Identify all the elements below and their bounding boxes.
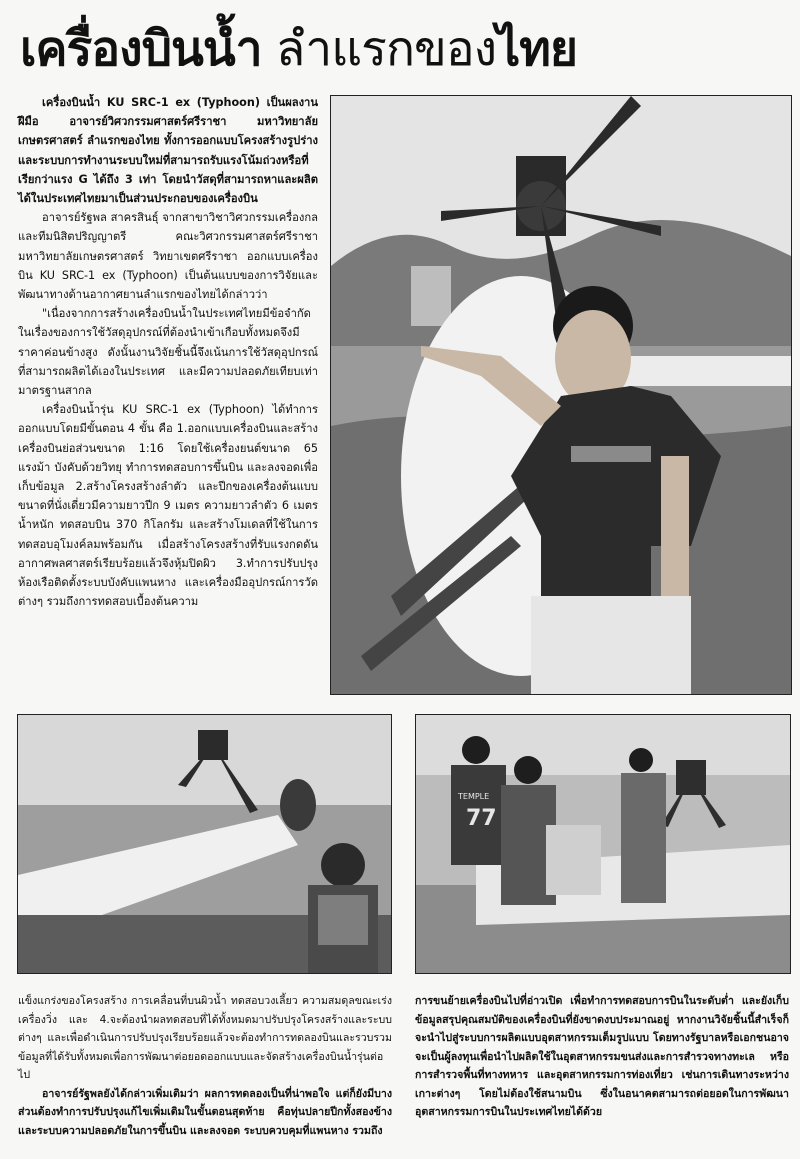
article-paragraph-4: เครื่องบินน้ำรุ่น KU SRC-1 ex (Typhoon) ได้ทำการออกแบบโดยมีขั้นตอน 4 ขั้น คือ 1.ออกแบบเครื่องบินและสร้างเครื่องบินย่อส่วนขนาด 1:16 โดยใช้เครื่องยนต์ขนาด 65 แรงม้า บังคับด้วยวิทยุ ทำการทดสอบการขึ้นบิน และลงจอดเพื่อเก็บข้อมูล 2.สร้างโครงสร้างลำตัว และปีกของเครื่องต้นแบบขนาดที่นั่งเดี่ยวมีความยาวปีก 9 เมตร ความยาวลำตัว 6 เมตร น้ำหนัก ทดสอบบิน 370 กิโลกรัม และสร้างโมเดลที่ใช้ในการทดสอบอุโมงค์ลมพร้อมกัน เมื่อสร้างโครงสร้างที่รับแรงกดดันอากาศพลศาสตร์เรียบร้อยแล้วจึงหุ้มปิดผิว 3.ทำการปรับปรุงห้องเรือติดตั้งระบบบังคับแพนหาง และเครื่องมืออุปกรณ์การวัดต่างๆ รวมถึงการทดสอบเบื้องต้นความ xyxy=(18,403,318,609)
article-paragraph-6: อาจารย์รัฐพลยังได้กล่าวเพิ่มเติมว่า ผลการทดลองเป็นที่น่าพอใจ แต่ก็ยังมีบางส่วนต้องทำการปรับปรุงแก้ไขเพิ่มเติมในขั้นตอนสุดท้าย คือทุ่นปลายปีกทั้งสองข้าง และระบบความปลอดภัยในการขึ้นบิน และลงจอด ระบบควบคุมที่แพนหาง รวมถึง xyxy=(18,1087,392,1137)
headline xyxy=(20,14,780,84)
photo-wing-inspection xyxy=(17,714,392,974)
headline-part-1: เครื่องบินน้ำ xyxy=(20,21,262,77)
shirt-number: 77 xyxy=(466,806,497,831)
headline-part-2: ลำแรกของ xyxy=(261,21,497,77)
article-paragraph-5: แข็งแกร่งของโครงสร้าง การเคลื่อนที่บนผิวน้ำ ทดสอบวงเลี้ยว ความสมดุลขณะเร่งเครื่องวิ่ง และ 4.จะต้องนำผลทดสอบที่ได้ทั้งหมดมาปรับปรุงโครงสร้างและระบบต่างๆ และเพื่อดำเนินการปรับปรุงเรียบร้อยแล้วจะต้องทำการทดลองบินและรวบรวมข้อมูลที่ได้รับทั้งหมดเพื่อการพัฒนาต่อยอดออกแบบและจัดสร้างเครื่องบินน้ำรุ่นต่อไป xyxy=(18,995,392,1081)
article-paragraph-3: "เนื่องจากการสร้างเครื่องบินน้ำในประเทศไทยมีข้อจำกัดในเรื่องของการใช้วัสดุอุปกรณ์ที่ต้องนำเข้าเกือบทั้งหมดจึงมีราคาค่อนข้างสูง ดังนั้นงานวิจัยชิ้นนี้จึงเน้นการใช้วัสดุอุปกรณ์ที่สามารถผลิตได้เองในประเทศ และมีความปลอดภัยเทียบเท่ามาตรฐานสากล xyxy=(18,307,318,398)
article-paragraph-7: การขนย้ายเครื่องบินไปที่อ่าวเปิด เพื่อทำการทดสอบการบินในระดับต่ำ และยังเก็บข้อมูลสรุปคุณสมบัติของเครื่องบินที่ยังขาดงบประมาณอยู่ หากงานวิจัยชิ้นนี้สำเร็จก็จะนำไปสู่ระบบการผลิตแบบอุตสาหกรรมเต็มรูปแบบ โดยทางรัฐบาลหรือเอกชนอาจจะเป็นผู้ลงทุนเพื่อนำไปผลิตใช้ในอุตสาหกรรมขนส่งและการสำรวจทางทะเล หรือการสำรวจพื้นที่ทางทหาร และอุตสาหกรรมการท่องเที่ยว เช่นการเดินทางระหว่างเกาะต่างๆ โดยไม่ต้องใช้สนามบิน ซึ่งในอนาคตสามารถต่อยอดในการพัฒนาอุตสาหกรรมการบินในประเทศไทยได้ด้วย xyxy=(415,995,789,1118)
article-paragraph-2: อาจารย์รัฐพล สาครสินธุ์ จากสาขาวิชาวิศวกรรมเครื่องกล และทีมนิสิตปริญญาตรี คณะวิศวกรรมศาสตร์ศรีราชา มหาวิทยาลัยเกษตรศาสตร์ วิทยาเขตศรีราชา ออกแบบเครื่องบิน KU SRC-1 ex (Typhoon) เป็นต้นแบบของการวิจัยและพัฒนาทางด้านอากาศยานลำแรกของไทยได้กล่าวว่า xyxy=(18,211,318,302)
shirt-text: TEMPLE xyxy=(458,792,490,801)
article-column-left xyxy=(18,93,318,611)
article-column-bottom-right xyxy=(415,992,789,1122)
article-column-bottom-left xyxy=(18,992,392,1140)
article-paragraph-1: เครื่องบินน้ำ KU SRC-1 ex (Typhoon) เป็นผลงานฝีมือ อาจารย์วิศวกรรมศาสตร์ศรีราชา มหาวิทยาลัยเกษตรศาสตร์ ลำแรกของไทย ทั้งการออกแบบโครงสร้างรูปร่างและระบบการทำงานระบบใหม่ที่สามารถรับแรงโน้มถ่วงหรือที่เรียกว่าแรง G ได้ถึง 3 เท่า โดยนำวัสดุที่สามารถหาและผลิตได้ในประเทศไทยมาเป็นส่วนประกอบของเครื่องบิน xyxy=(18,96,318,206)
main-photo-seaplane xyxy=(330,95,792,695)
headline-part-3: ไทย xyxy=(496,21,577,77)
photo-team-at-pier xyxy=(415,714,791,974)
